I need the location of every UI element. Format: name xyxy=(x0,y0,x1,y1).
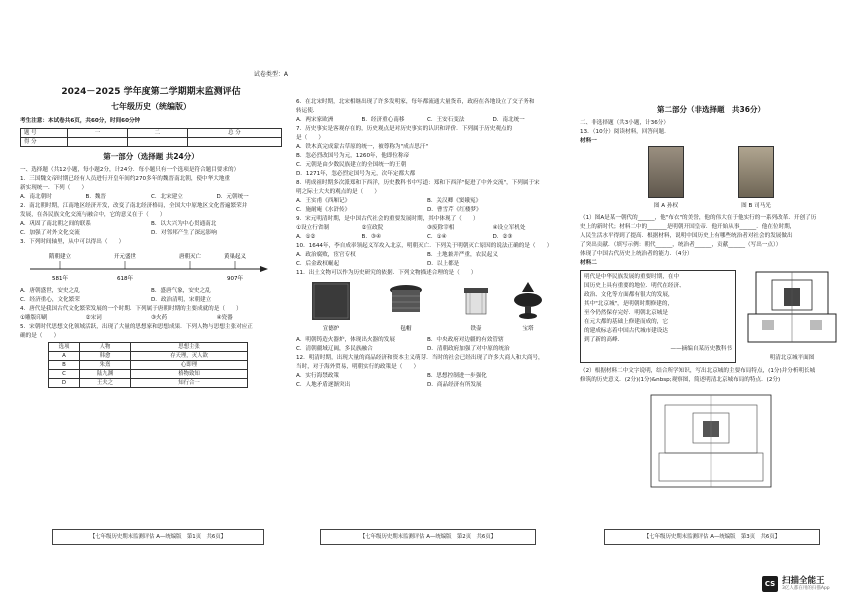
q3-option-a[interactable]: A．唐朝盛世，安史之乱 xyxy=(20,288,80,294)
q3-option-b[interactable]: B．盛唐气象，安史之乱 xyxy=(151,288,211,294)
q2-stem-1: 2．南北朝时期，江南地区经济开发，改变了南北经济格局，全国大中原地区文化普遍繁荣并 xyxy=(20,203,248,209)
q7-option-c[interactable]: C．元朝是由少数民族建立的全国统一的王朝 xyxy=(296,162,407,168)
quote-source: ——摘编自某历史教科书 xyxy=(670,346,732,352)
q9-stem: 9．宋元明清时期，是中国古代社会的重要发展时期，其中体现了（ ） xyxy=(296,216,479,222)
q9-item-1: ①设立行省制 xyxy=(296,225,329,231)
exam-title: 2024－2025 学年度第二学期期末监测评估 xyxy=(61,87,241,97)
q1-option-d[interactable]: D．元朝统一 xyxy=(216,194,249,200)
fig-a-label: 图 A 孙权 xyxy=(653,203,679,209)
q1-option-c[interactable]: C．北宋建立 xyxy=(151,194,183,200)
fig-b-label: 图 B 司马光 xyxy=(741,203,771,209)
table-cell: 陆九渊 xyxy=(80,370,131,379)
q8-option-d[interactable]: D．曹雪芹《红楼梦》 xyxy=(427,207,482,213)
q9-item-4: ④设立军机处 xyxy=(492,225,526,231)
watermark-main: 扫描全能王 xyxy=(782,576,825,586)
score-cell-1[interactable] xyxy=(68,138,128,147)
q6-stem-2: 转运使． xyxy=(296,108,319,114)
q10-option-b[interactable]: B．土地兼并严重，农民起义 xyxy=(427,252,498,258)
q12-option-a[interactable]: A．实行海禁政策 xyxy=(296,373,339,379)
q5-th-2: 思想主张 xyxy=(131,343,248,352)
q10-option-a[interactable]: A．政治腐败，宦官专权 xyxy=(296,252,356,258)
q12-option-c[interactable]: C．人地矛盾逐渐突出 xyxy=(296,382,351,388)
fig-label-1: 宣德炉 xyxy=(322,326,340,332)
q2-option-a[interactable]: A．巩固了南北朝之间的联系 xyxy=(20,221,91,227)
q12-option-d[interactable]: D．商品经济有所发展 xyxy=(427,382,482,388)
q3-stem: 3．下列时间轴里，从中可以得出（ ） xyxy=(20,239,125,245)
tl-top-2: 唐朝灭亡 xyxy=(178,254,202,260)
beijing-map xyxy=(742,270,842,363)
q6-options xyxy=(296,116,558,125)
part2-title: 第二部分（非选择题 共36分） xyxy=(657,105,765,114)
q7-option-b[interactable]: B．忽必烈改国号为元，1260年，他即位称帝 xyxy=(296,153,410,159)
exam-notice: 考生注意：本试卷共6页，共60分，时间60分钟 xyxy=(20,118,141,124)
q9-option-c[interactable]: C．①④ xyxy=(427,234,447,240)
table-cell: 朱熹 xyxy=(80,361,131,370)
tl-bottom-2: 907年 xyxy=(227,276,243,282)
q13-figures xyxy=(580,146,842,210)
q11-options-row1 xyxy=(296,336,558,345)
q12-options-row1 xyxy=(296,372,558,381)
q8-options-row1 xyxy=(296,197,558,206)
q7-stem-2: 是（ ） xyxy=(296,135,324,141)
q6-stem-1: 6．在北宋时期，北宋相继出现了许多发明家，每年都流通大量货币，政府在各地设立了交子务和 xyxy=(296,99,535,105)
table-row[interactable] xyxy=(49,379,248,388)
q10-options-row1 xyxy=(296,251,558,260)
q2-stem-2: 发展，在各民族文化交流与融合中，它的意义在于（ ） xyxy=(20,212,166,218)
q2-option-c[interactable]: C．加强了对外文化交流 xyxy=(20,230,80,236)
table-cell: C xyxy=(49,370,80,379)
table-cell: 格物致知 xyxy=(131,370,248,379)
q6-option-a[interactable]: A．两宋家欧洲 xyxy=(296,117,334,123)
table-cell: D xyxy=(49,379,80,388)
q8-option-b[interactable]: B．关汉卿《窦娥冤》 xyxy=(427,198,482,204)
tl-top-1: 开元盛世 xyxy=(113,254,137,260)
page3-footer: 【七年级历史期末监测评估 A—统编版 第3页 共6页】 xyxy=(604,529,820,545)
q10-options-row2 xyxy=(296,260,558,269)
table-cell: A xyxy=(49,352,80,361)
q13-body-4: 了突出贡献．（填写示例：朝代______，统治者______，贡献______（写出一点）） xyxy=(580,242,782,248)
q3-timeline xyxy=(20,247,282,287)
q4-option-3[interactable]: ③火药 xyxy=(151,315,168,321)
q7-option-d[interactable]: D．1271年，忽必烈定国号为元，次年定都大都 xyxy=(296,171,416,177)
q1-option-b[interactable]: B．魏晋 xyxy=(85,194,107,200)
q9-option-a[interactable]: A．①② xyxy=(296,234,316,240)
q9-item-3: ③废除宰相 xyxy=(427,225,455,231)
table-cell: 存天理，灭人欲 xyxy=(131,352,248,361)
score-row-label: 得 分 xyxy=(21,138,68,147)
q6-option-c[interactable]: C．王安石变法 xyxy=(427,117,465,123)
tl-top-0: 隋朝建立 xyxy=(48,254,72,260)
q11-figures xyxy=(296,278,558,336)
table-row[interactable] xyxy=(49,361,248,370)
q5-th-0: 选项 xyxy=(49,343,80,352)
page2-footer: 【七年级历史期末监测评估 A—统编版 第2页 共6页】 xyxy=(320,529,536,545)
page-2 xyxy=(296,98,558,568)
table-row[interactable] xyxy=(49,352,248,361)
q2-options-row1 xyxy=(20,220,282,229)
quote-line: 其中"北京城"，是明朝时期修建的， xyxy=(584,301,674,307)
artifact-1-image xyxy=(312,282,350,320)
exam-type: 试卷类型：A xyxy=(253,71,288,78)
q5-stem-1: 5．宋朝时代思想文化领域活跃，出现了大量的思想家和思想成果．下列人物与思想主张对应正 xyxy=(20,324,253,330)
q11-option-b[interactable]: B．中央政府对边疆的有效管辖 xyxy=(427,337,504,343)
table-cell: 韩愈 xyxy=(80,352,131,361)
q6-option-b[interactable]: B．经济重心南移 xyxy=(361,117,405,123)
q4-option-2[interactable]: ②宋词 xyxy=(85,315,102,321)
q4-option-4[interactable]: ④瓷器 xyxy=(216,315,233,321)
q11-options-row2 xyxy=(296,345,558,354)
table-row[interactable] xyxy=(49,370,248,379)
q1-stem-1: 1．三国魏文帝时期已经有人员进行开皇年间约270多年的魏晋南北朝，使中华大地重 xyxy=(20,176,231,182)
score-table xyxy=(20,128,282,147)
scanner-watermark xyxy=(762,576,830,592)
section1-intro: 一、选择题（共12小题，每小题2分，计24分．每小题只有一个选项是符合题目要求的） xyxy=(20,167,240,173)
part1-title: 第一部分（选择题 共24分） xyxy=(103,152,199,161)
q3-option-c[interactable]: C．经济重心，文化繁荣 xyxy=(20,297,80,303)
q11-option-a[interactable]: A．明朝铸造火器炉，体现出火器的发展 xyxy=(296,337,395,343)
q1-stem-2: 新实现统一．下列（ ） xyxy=(20,185,88,191)
table-cell: 王夫之 xyxy=(80,379,131,388)
artifact-2-image xyxy=(390,285,422,312)
table-cell: 知行合一 xyxy=(131,379,248,388)
fig-label-3: 铁壶 xyxy=(470,326,482,332)
q3-options-row2 xyxy=(20,296,282,305)
q12-option-b[interactable]: B．思想控制进一步强化 xyxy=(427,373,487,379)
q9-option-b[interactable]: B．③④ xyxy=(361,234,381,240)
q12-options-row2 xyxy=(296,381,558,390)
q10-option-d[interactable]: D．以上都是 xyxy=(427,261,460,267)
artifact-4-image xyxy=(514,282,542,319)
q2-option-d[interactable]: D．对邻邦产生了深远影响 xyxy=(151,230,217,236)
quote-line: 政治、文化等方面都有很大的发展， xyxy=(584,292,674,298)
score-cell-2[interactable] xyxy=(127,138,187,147)
table-cell: B xyxy=(49,361,80,370)
q1-options xyxy=(20,193,282,202)
q12-stem-1: 12．明清时期，出现大量的商品经济和资本主义萌芽．当时的社会已经出现了许多大商人和大商号， xyxy=(296,355,544,361)
camscanner-logo-icon: CS xyxy=(762,576,778,592)
q13-body-1: （1）图A是某一朝代的______，他"布衣"的美誉，他的伟大在于他实行的一系列改革．开创了历 xyxy=(580,215,817,221)
quote-line: 至今仍然保存完好．明朝北京城是 xyxy=(584,310,668,316)
q3-option-d[interactable]: D．政治清明，宋朝建立 xyxy=(151,297,212,303)
page-3 xyxy=(580,104,842,574)
q9-items xyxy=(296,224,558,233)
watermark-sub: 3亿人都在用的扫描App xyxy=(782,586,830,591)
q8-option-a[interactable]: A．王实甫《西厢记》 xyxy=(296,198,351,204)
table-cell: 心即理 xyxy=(131,361,248,370)
q12-stem-2: 当时，对于海外贸易，明朝实行的政策是（ ） xyxy=(296,364,420,370)
quote-line: 的建成标志着中国古代城市建设达 xyxy=(584,328,668,334)
quote-line: 明代是中华民族发展的重要时期，在中 xyxy=(584,274,680,280)
q13-material2: 材料二 xyxy=(580,260,597,266)
q13-body-3: 人民生活水平得到了提高．根据材料，说明中国历史上有哪些统治者对社会的发展做出 xyxy=(580,233,793,239)
q8-option-c[interactable]: C．施耐庵《水浒传》 xyxy=(296,207,351,213)
q9-option-d[interactable]: D．②③ xyxy=(492,234,513,240)
material2-block xyxy=(580,270,842,363)
tl-top-3: 黄巢起义 xyxy=(223,254,247,260)
q7-stem-1: 7．历史事实是客观存在的，历史观点是对历史事实的认识和评价．下列属于历史观点的 xyxy=(296,126,513,132)
q2-options-row2 xyxy=(20,229,282,238)
page1-footer: 【七年级历史期末监测评估 A—统编版 第1页 共6页】 xyxy=(52,529,264,545)
q8-options-row2 xyxy=(296,206,558,215)
q5-stem-2: 确的是（ ） xyxy=(20,333,60,339)
answer-area-map xyxy=(641,391,781,491)
quote-line: 国历史上具有重要的地位．明代在经济、 xyxy=(584,283,685,289)
q4-stem: 4．唐代是我国古代文化繁荣发展的一个时期．下列属于唐朝时期的主要成就的是（ ） xyxy=(20,306,242,312)
q13-body-2: 史上的新时代；材料二中的_______是明朝开国皇帝．他开始从事______．他在位时期， xyxy=(580,224,796,230)
q6-option-d[interactable]: D．南北统一 xyxy=(492,117,525,123)
tl-bottom-1: 618年 xyxy=(117,276,133,282)
score-cell-3[interactable] xyxy=(187,138,281,147)
artifact-3-image xyxy=(464,288,488,314)
q13-body-5: 体现了中国古代历史上统治者的能力．（4分） xyxy=(580,251,693,257)
q7-option-a[interactable]: A．铁木真完成蒙古草原的统一，被尊称为"成吉思汗" xyxy=(296,144,429,150)
tl-bottom-0: 581年 xyxy=(52,276,68,282)
fig-label-2: 毡帽 xyxy=(400,326,412,332)
score-header-3: 总 分 xyxy=(187,129,281,138)
section2-intro: 二、非选择题（共3小题，计36分） xyxy=(580,120,669,126)
q13-q2-1: （2）根据材料二中文字说明，结合所学知识，写出北京城的主要布局特点，(1分)并分析明长城 xyxy=(580,368,816,374)
fig-label-4: 宝塔 xyxy=(522,326,534,332)
q5-th-1: 人物 xyxy=(80,343,131,352)
q9-item-2: ②宣政院 xyxy=(361,225,384,231)
q9-options xyxy=(296,233,558,242)
exam-subject: 七年级历史（统编版） xyxy=(111,102,191,111)
material2-quote xyxy=(580,270,736,363)
q13-q2-2: 修筑的历史意义．(2分)(1分)&nbsp;观察图，简述明清北京城布局的特点．(2分) xyxy=(580,377,781,383)
q11-stem: 11．出土文物可以作为历史研究的依据．下列文物描述合理的是（ ） xyxy=(296,270,477,276)
quote-line: 到了新的高峰． xyxy=(584,337,624,343)
q8-stem-1: 8．明成祖时期多次派郑和下西洋，历史教科书中写道：郑和下西洋"促进了中外交流"，下列属于宋 xyxy=(296,180,540,186)
q3-options-row1 xyxy=(20,287,282,296)
q13-material1: 材料一 xyxy=(580,138,597,144)
q5-table xyxy=(48,342,248,388)
q10-stem: 10．1644年，李自成率领起义军攻入北京，明朝灭亡．下列关于明朝灭亡原因的说法正确的是（ ） xyxy=(296,243,553,249)
page-1 xyxy=(20,70,288,540)
score-header-2: 二 xyxy=(127,129,187,138)
q11-option-c[interactable]: C．清朝疆域辽阔，多民族融合 xyxy=(296,346,373,352)
q8-stem-2: 明之际士大夫的观点的是（ ） xyxy=(296,189,380,195)
q1-option-a[interactable]: A．南北朝时 xyxy=(20,194,52,200)
portrait-a-image xyxy=(648,146,684,198)
q2-option-b[interactable]: B．以大兴为中心贯通南北 xyxy=(151,221,217,227)
q13-stem: 13．（10分）阅读材料，回答问题． xyxy=(580,129,670,135)
q11-option-d[interactable]: D．清朝政府加强了对中原的统治 xyxy=(427,346,510,352)
quote-line: 在元大都的基础上修建而成的，它 xyxy=(584,319,668,325)
score-header-1: 一 xyxy=(68,129,128,138)
beijing-map-image xyxy=(742,270,842,350)
map-caption: 明清北京城平面图 xyxy=(769,355,815,361)
timeline-arrow xyxy=(260,266,268,272)
q10-option-c[interactable]: C．后金政权崛起 xyxy=(296,261,340,267)
score-header-0: 题 号 xyxy=(21,129,68,138)
q4-option-1[interactable]: ①雕版印刷 xyxy=(20,315,48,321)
portrait-b-image xyxy=(738,146,774,198)
q4-options xyxy=(20,314,282,323)
